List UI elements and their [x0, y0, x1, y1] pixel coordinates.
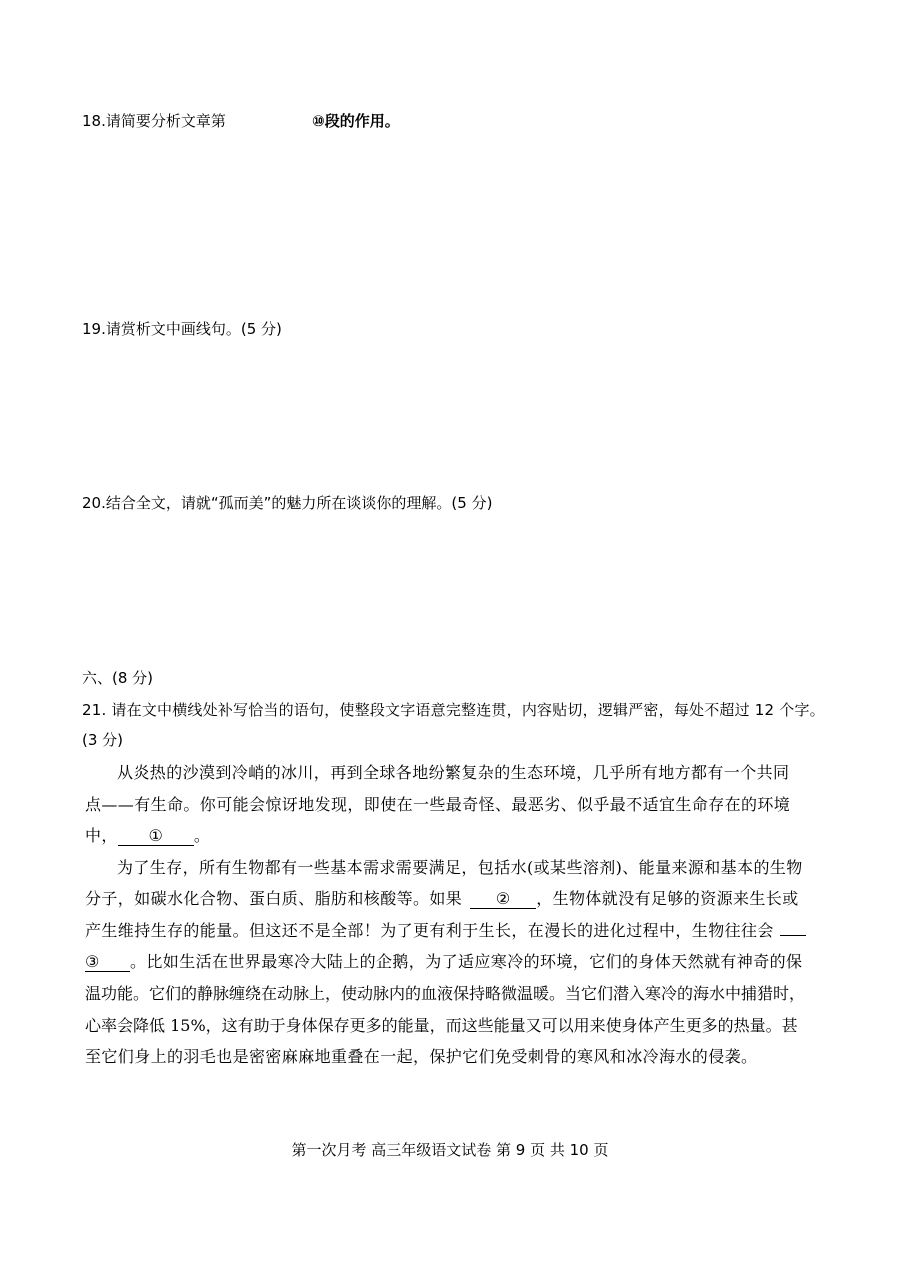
question-18-suffix: ⑩段的作用。 — [312, 112, 400, 130]
passage-p2-line2-post: ，生物体就没有足够的资源来生长或 — [536, 889, 799, 908]
passage-p1-line1: 从炎热的沙漠到冷峭的冰川，再到全球各地纷繁复杂的生态环境，几乎所有地方都有一个共同 — [117, 763, 790, 782]
question-19: 19.请赏析文中画线句。(5 分) — [82, 320, 282, 338]
blank-1: ① — [118, 827, 194, 846]
passage-p2-line2-pre: 分子，如碳水化合物、蛋白质、脂肪和核酸等。如果 — [85, 889, 463, 908]
question-21-line2: (3 分) — [82, 731, 124, 749]
passage-p2-line5: 温功能。它们的静脉缠绕在动脉上，使动脉内的血液保持略微温暖。当它们潜入寒冷的海水中捕猎时， — [85, 984, 806, 1003]
passage-p2-line4-post: 。比如生活在世界最寒冷大陆上的企鹅，为了适应寒冷的环境，它们的身体天然就有神奇的保 — [130, 952, 803, 971]
page-footer: 第一次月考 高三年级语文试卷 第 9 页 共 10 页 — [291, 1141, 609, 1159]
passage-p1-line3-pre: 中， — [85, 826, 118, 845]
passage-p2-line6: 心率会降低 15%，这有助于身体保存更多的能量，而这些能量又可以用来使身体产生更多的热量。甚 — [85, 1016, 798, 1035]
blank-3: ③ — [85, 953, 130, 972]
passage-p2-line2 — [85, 886, 821, 909]
passage-p2-line3 — [85, 918, 821, 941]
blank-2: ② — [470, 890, 536, 909]
passage-p1-line3 — [85, 823, 821, 846]
question-21-line1: 21. 请在文中横线处补写恰当的语句，使整段文字语意完整连贯，内容贴切，逻辑严密，每处不超过 12 个字。 — [82, 701, 825, 719]
passage-p2-line7: 至它们身上的羽毛也是密密麻麻地重叠在一起，保护它们免受刺骨的寒风和冰冷海水的侵袭。 — [85, 1047, 758, 1066]
passage-p2-line4 — [85, 949, 821, 972]
blank-3-start — [780, 935, 806, 936]
section-6-heading: 六、(8 分) — [82, 669, 154, 687]
passage-p1-line2: 点——有生命。你可能会惊讶地发现，即使在一些最奇怪、最恶劣、似乎最不适宜生命存在的环境 — [85, 795, 791, 814]
question-18 — [82, 110, 226, 131]
question-18-prefix: 18.请简要分析文章第 — [82, 112, 226, 130]
passage-p1-line3-post: 。 — [193, 826, 211, 845]
question-20: 20.结合全文，请就“孤而美”的魅力所在谈谈你的理解。(5 分) — [82, 494, 493, 512]
passage-p2-line3-text: 产生维持生存的能量。但这还不是全部！为了更有利于生长，在漫长的进化过程中，生物往往会 — [85, 921, 774, 940]
passage-p2-line1: 为了生存，所有生物都有一些基本需求需要满足，包括水(或某些溶剂)、能量来源和基本的生物 — [117, 858, 803, 877]
